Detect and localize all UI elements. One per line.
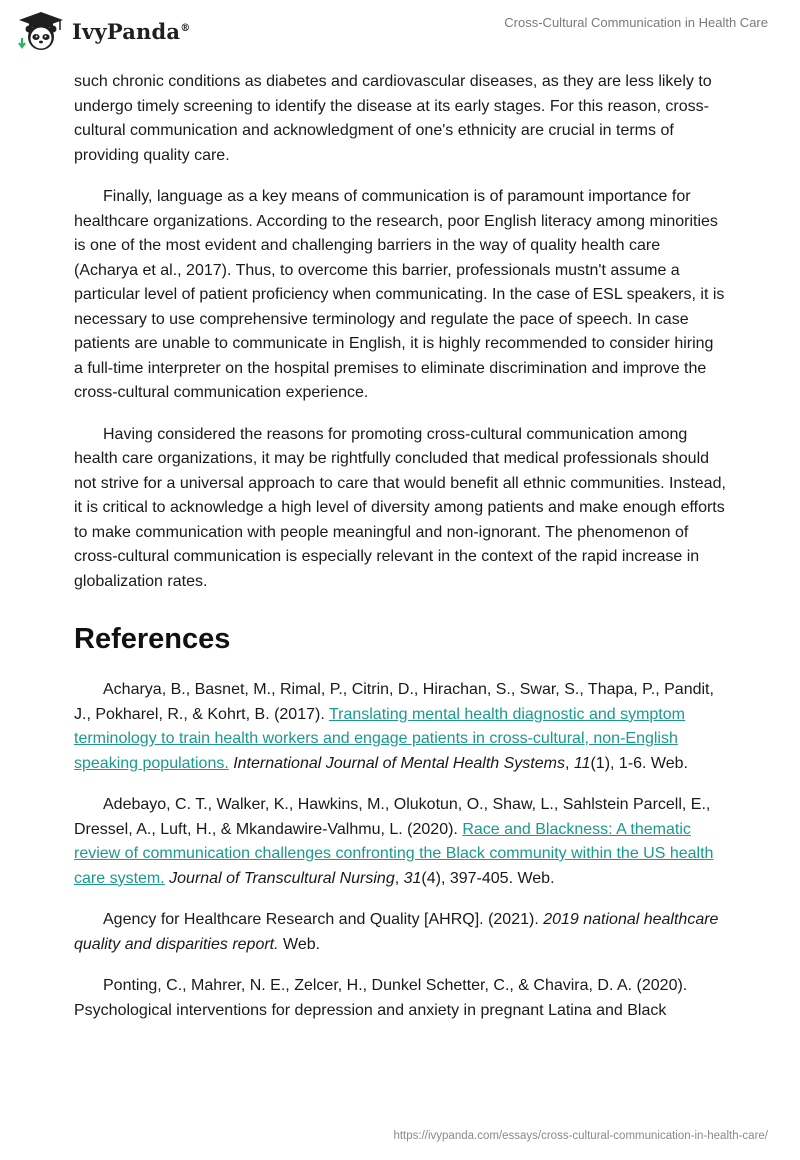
logo-text: IvyPanda® bbox=[72, 18, 191, 44]
reference-volume: 31 bbox=[403, 869, 422, 887]
reference-link[interactable]: Translating mental health diagnostic and symptom terminology to train health workers and engage patients in cross-cultural, non-English speaking populations. bbox=[74, 705, 685, 772]
footer-source-url[interactable]: https://ivypanda.com/essays/cross-cultural-communication-in-health-care/ bbox=[393, 1130, 768, 1142]
panda-graduate-icon bbox=[16, 10, 66, 52]
document-title: Cross-Cultural Communication in Health Care bbox=[504, 15, 768, 30]
reference-link[interactable]: Race and Blackness: A thematic review of communication challenges confronting the Black community within the US health care system. bbox=[74, 820, 714, 887]
reference-pages: (4), 397-405. Web. bbox=[421, 869, 555, 887]
references-heading: References bbox=[74, 623, 231, 655]
reference-title: 2019 national healthcare quality and disparities report. bbox=[74, 911, 719, 953]
reference-authors: Adebayo, C. T., Walker, K., Hawkins, M., Olukotun, O., Shaw, L., Sahlstein Parcell, E., Dressel, A., Luft, H., & Mkandawire-Valhmu, L. (2020). bbox=[74, 796, 711, 838]
reference-item: Adebayo, C. T., Walker, K., Hawkins, M., Olukotun, O., Shaw, L., Sahlstein Parcell, E., Dressel, A., Luft, H., & Mkandawire-Valhmu, L. (2020). Race and Blackness: A thematic review of communication challenges confronting the Black community within the US health care system. Journal of Transcultural Nursing, 31(4), 397-405. Web. bbox=[74, 796, 714, 887]
reference-journal: International Journal of Mental Health Systems bbox=[233, 754, 565, 772]
reference-authors: Acharya, B., Basnet, M., Rimal, P., Citrin, D., Hirachan, S., Swar, S., Thapa, P., Pandit, J., Pokharel, R., & Kohrt, B. (2017). bbox=[74, 681, 714, 723]
reference-pages: Web. bbox=[278, 935, 321, 953]
reference-item: Acharya, B., Basnet, M., Rimal, P., Citrin, D., Hirachan, S., Swar, S., Thapa, P., Pandit, J., Pokharel, R., & Kohrt, B. (2017). Translating mental health diagnostic and symptom terminology to train health workers and engage patients in cross-cultural, non-English speaking populations. International Journal of Mental Health Systems, 11(1), 1-6. Web. bbox=[74, 681, 714, 772]
essay-content bbox=[74, 70, 726, 1040]
reference-authors: Agency for Healthcare Research and Quality [AHRQ]. (2021). bbox=[103, 911, 544, 928]
body-paragraph-1: such chronic conditions as diabetes and cardiovascular diseases, as they are less likely to undergo timely screening to identify the disease at its early stages. For this reason, cross-cultural communication and acknowledgment of one's ethnicity are crucial in terms of providing quality care. bbox=[74, 73, 712, 164]
body-paragraph-2: Finally, language as a key means of communication is of paramount importance for healthcare organizations. According to the research, poor English literacy among minorities is one of the most evident and challenging barriers in the way of quality health care (Acharya et al., 2017). Thus, to overcome this barrier, professionals mustn't assume a particular level of patient proficiency when communicating. In the case of ESL speakers, it is necessary to use comprehensive terminology and regulate the pace of speech. In case patients are unable to communicate in English, it is highly recommended to consider hiring a full-time interpreter on the hospital premises to eliminate discrimination and improve the cross-cultural communication experience. bbox=[74, 188, 725, 401]
ivypanda-logo[interactable] bbox=[16, 10, 190, 52]
body-paragraph-3: Having considered the reasons for promoting cross-cultural communication among health care organizations, it may be rightfully concluded that medical professionals should not strive for a universal approach to care that would benefit all ethnic communities. Instead, it is critical to acknowledge a high level of diversity among patients and make enough efforts to make communication with people meaningful and non-ignorant. The phenomenon of cross-cultural communication is especially relevant in the context of the rapid increase in globalization rates. bbox=[74, 425, 726, 590]
page-header bbox=[0, 0, 800, 62]
reference-authors: Ponting, C., Mahrer, N. E., Zelcer, H., Dunkel Schetter, C., & Chavira, D. A. (2020). Psychological interventions for depression and anxiety in pregnant Latina and Black bbox=[74, 977, 688, 1019]
reference-item bbox=[74, 974, 726, 1023]
reference-journal: Journal of Transcultural Nursing bbox=[169, 869, 395, 887]
reference-volume: 11 bbox=[573, 754, 591, 772]
reference-item bbox=[74, 908, 726, 957]
reference-pages: (1), 1-6. Web. bbox=[590, 754, 688, 772]
